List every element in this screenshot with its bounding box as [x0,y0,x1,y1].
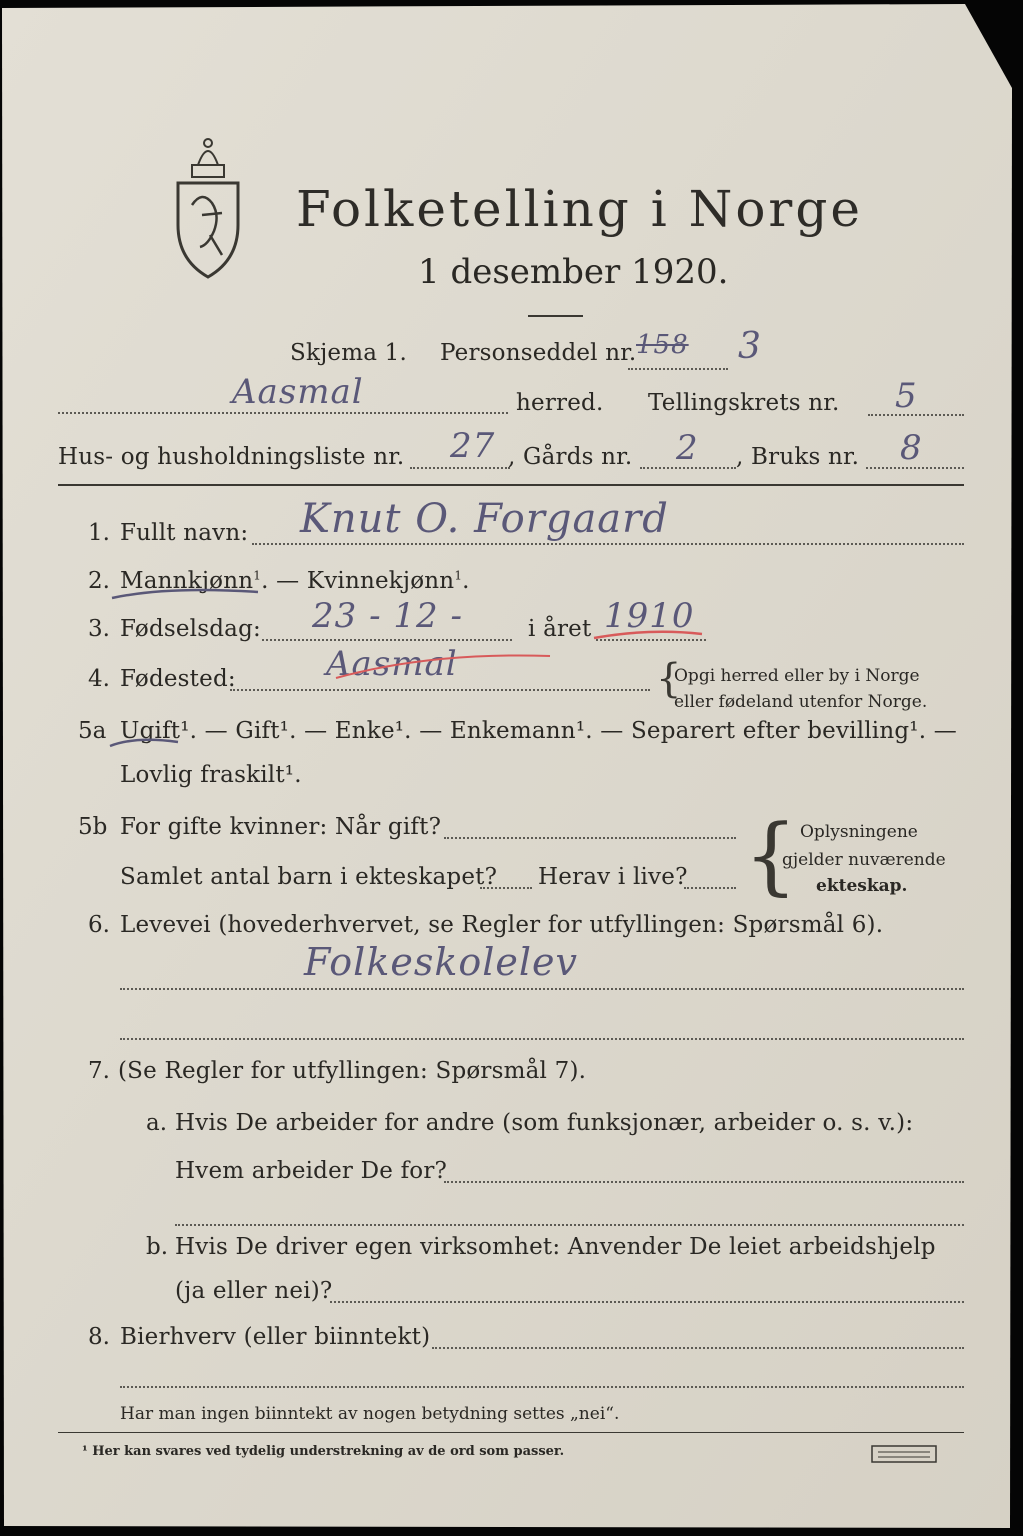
q2-sup2: 1 [454,568,463,583]
q6-number: 6. [88,912,110,938]
q6-line1 [120,988,964,990]
birthplace-red-mark [330,648,560,688]
q8-line2 [120,1386,964,1388]
male-option: Mannkjønn [120,568,254,594]
q2-sep: . — [261,568,307,594]
q7a-line1 [444,1181,964,1183]
q4-number: 4. [88,666,110,692]
q4-note1: Opgi herred eller by i Norge [674,666,920,686]
gards-value: 2 [676,428,699,468]
herred-line [58,412,508,414]
q5a-line2: Lovlig fraskilt¹. [120,762,302,788]
coat-of-arms-icon [172,135,244,285]
q5b-label2: Samlet antal barn i ekteskapet? [120,864,498,890]
male-underline-mark [108,582,268,604]
q5b-line3 [684,887,736,889]
q1-line [252,543,964,545]
ugift-underline-mark [106,734,186,752]
personseddel-line [628,368,728,370]
q2-end: . [462,568,470,594]
q3-label: Fødselsdag: [120,616,261,642]
q7b-label: Hvis De driver egen virksomhet: Anvender De leiet arbeidshjelp [175,1234,936,1260]
personseddel-struck: 158 [636,330,689,360]
q1-number: 1. [88,520,110,546]
q5a-text [120,718,957,744]
q1-value: Knut O. Forgaard [300,496,669,542]
q2-sup1: 1 [253,568,262,583]
q6-label: Levevei (hovederhvervet, se Regler for utfyllingen: Spørsmål 6). [120,912,884,938]
q7a-number: a. [146,1110,168,1136]
q5b-label3: Herav i live? [538,864,688,890]
q2-number: 2. [88,568,110,594]
q1-label: Fullt navn: [120,520,249,546]
q8-line1 [432,1347,964,1349]
header-separator [58,484,964,486]
title-divider [528,315,583,317]
q7-label: (Se Regler for utfyllingen: Spørsmål 7). [118,1058,587,1084]
q5b-number: 5b [78,814,108,840]
year-red-underline [590,626,710,646]
census-date: 1 desember 1920. [418,252,729,292]
female-option: Kvinnekjønn [306,568,455,594]
personseddel-label: Personseddel nr. [440,340,637,366]
q4-value: Aasmal [326,644,458,684]
q5b-bracket: { [744,806,798,904]
q3-value: 23 - 12 - [312,596,463,636]
q7a-label: Hvis De arbeider for andre (som funksjonær, arbeider o. s. v.): [175,1110,914,1136]
q5a-other-options: ¹. — Gift¹. — Enke¹. — Enkemann¹. — Separert efter bevilling¹. — [180,718,957,744]
q4-label: Fødested: [120,666,236,692]
q5b-note1: Oplysningene [800,822,918,842]
q3-number: 3. [88,616,110,642]
herred-value: Aasmal [232,372,364,412]
bruks-label: , Bruks nr. [736,444,860,470]
footer-note: Har man ingen biinntekt av nogen betydning settes „nei“. [120,1404,620,1424]
q4-note2: eller fødeland utenfor Norge. [674,692,928,712]
printer-stamp-icon [870,1444,940,1466]
q5a-number: 5a [78,718,107,744]
q3-line [262,639,512,641]
q3-year-value: 1910 [604,596,695,636]
hus-label: Hus- og husholdningsliste nr. [58,444,405,470]
q5b-note3: ekteskap. [816,876,908,896]
q7a-sub: Hvem arbeider De for? [175,1158,448,1184]
footer-separator [58,1432,964,1433]
hus-line [410,467,510,469]
q6-line2 [120,1038,964,1040]
q7b-number: b. [146,1234,169,1260]
herred-label: herred. [516,390,604,416]
bruks-value: 8 [900,428,923,468]
q8-label: Bierhverv (eller biinntekt) [120,1324,431,1350]
tellingskrets-label: Tellingskrets nr. [648,390,840,416]
personseddel-value: 3 [738,326,762,367]
form-title: Folketelling i Norge [296,180,863,238]
q7b-sub: (ja eller nei)? [175,1278,333,1304]
tellingskrets-value: 5 [895,376,918,416]
q5b-label1: For gifte kvinner: Når gift? [120,814,442,840]
footnote: ¹ Her kan svares ved tydelig understrekning av de ord som passer. [82,1444,565,1459]
q8-number: 8. [88,1324,110,1350]
q7a-line2 [175,1224,964,1226]
q5b-note2: gjelder nuværende [782,850,946,870]
q4-bracket: { [656,656,682,702]
q7b-line [330,1301,964,1303]
q3-year-label: i året [528,616,592,642]
gards-label: , Gårds nr. [508,444,633,470]
q5b-line2 [480,887,532,889]
hus-value: 27 [450,426,496,466]
q7-number: 7. [88,1058,110,1084]
q5b-line1 [444,837,736,839]
q6-value: Folkeskolelev [304,940,578,984]
ugift-option: Ugift [120,718,181,744]
skjema-label: Skjema 1. [290,340,408,366]
q4-line [230,689,650,691]
